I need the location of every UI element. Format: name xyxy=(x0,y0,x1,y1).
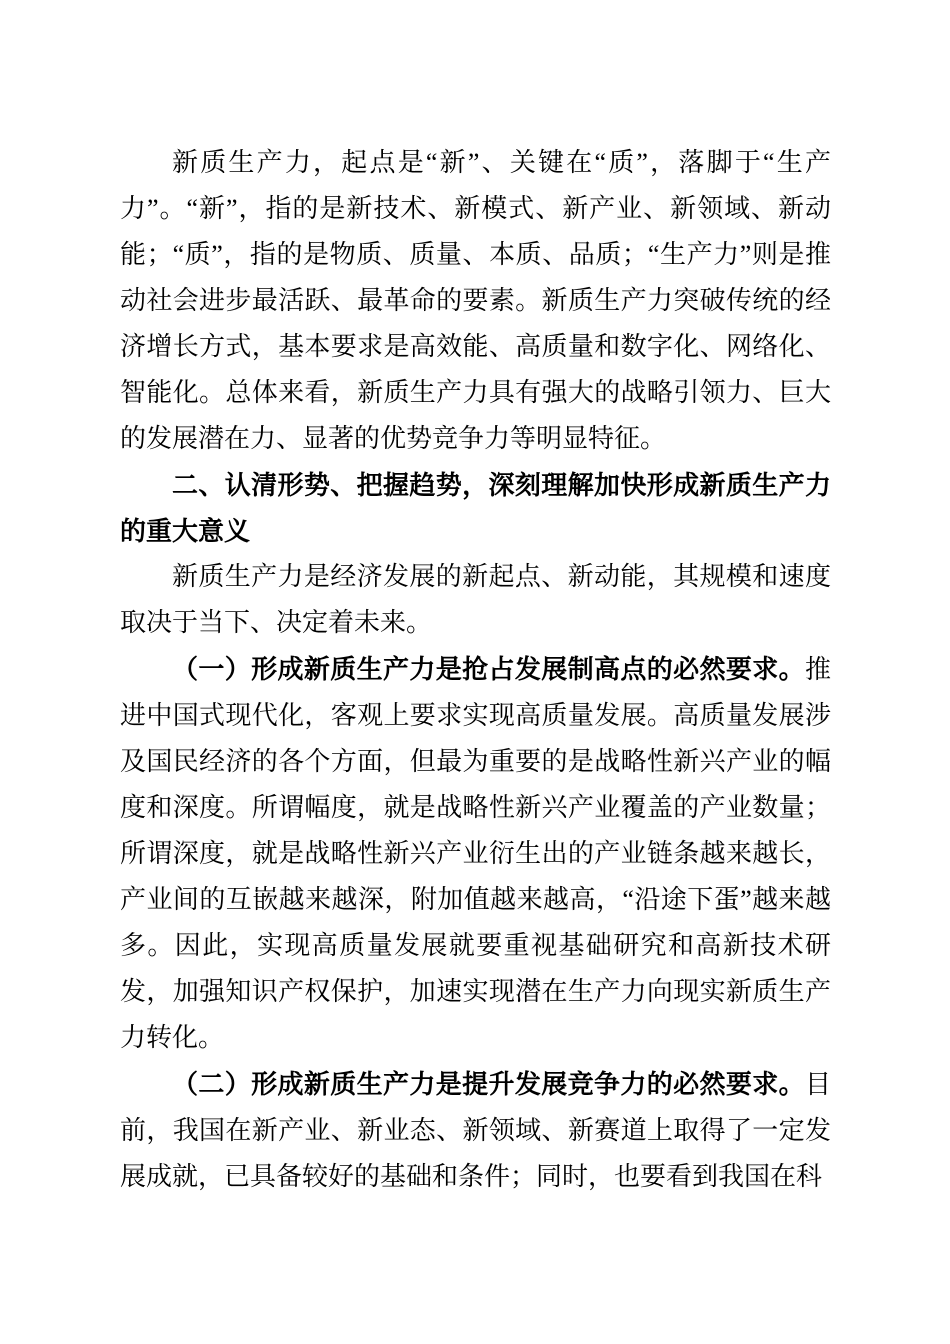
point-1-lead: （一）形成新质生产力是抢占发展制高点的必然要求。 xyxy=(172,654,805,684)
point-1-body: 推进中国式现代化，客观上要求实现高质量发展。高质量发展涉及国民经济的各个方面，但最为重要的是战略性新兴产业的幅度和深度。所谓幅度，就是战略性新兴产业覆盖的产业数量；所谓深度，就是战略性新兴产业衍生出的产业链条越来越长，产业间的互嵌越来越深，附加值越来越高，“沿途下蛋”越来越多。因此，实现高质量发展就要重视基础研究和高新技术研发，加强知识产权保护，加速实现潜在生产力向现实新质生产力转化。 xyxy=(120,655,831,1052)
section-heading: 二、认清形势、把握趋势，深刻理解加快形成新质生产力的重大意义 xyxy=(120,470,831,546)
point-2-body: 目前，我国在新产业、新业态、新领域、新赛道上取得了一定发展成就，已具备较好的基础和条件；同时，也要看到我国在科 xyxy=(120,1070,831,1191)
paragraph-overview: 新质生产力是经济发展的新起点、新动能，其规模和速度取决于当下、决定着未来。 xyxy=(120,562,831,637)
paragraph-point-2 xyxy=(120,1061,831,1200)
paragraph-intro: 新质生产力，起点是“新”、关键在“质”，落脚于“生产力”。“新”，指的是新技术、新模式、新产业、新领域、新动能；“质”，指的是物质、质量、本质、品质；“生产力”则是推动社会进步最活跃、最革命的要素。新质生产力突破传统的经济增长方式，基本要求是高效能、高质量和数字化、网络化、智能化。总体来看，新质生产力具有强大的战略引领力、巨大的发展潜在力、显著的优势竞争力等明显特征。 xyxy=(120,148,831,453)
point-2-lead: （二）形成新质生产力是提升发展竞争力的必然要求。 xyxy=(172,1069,805,1099)
paragraph-point-1 xyxy=(120,646,831,1061)
